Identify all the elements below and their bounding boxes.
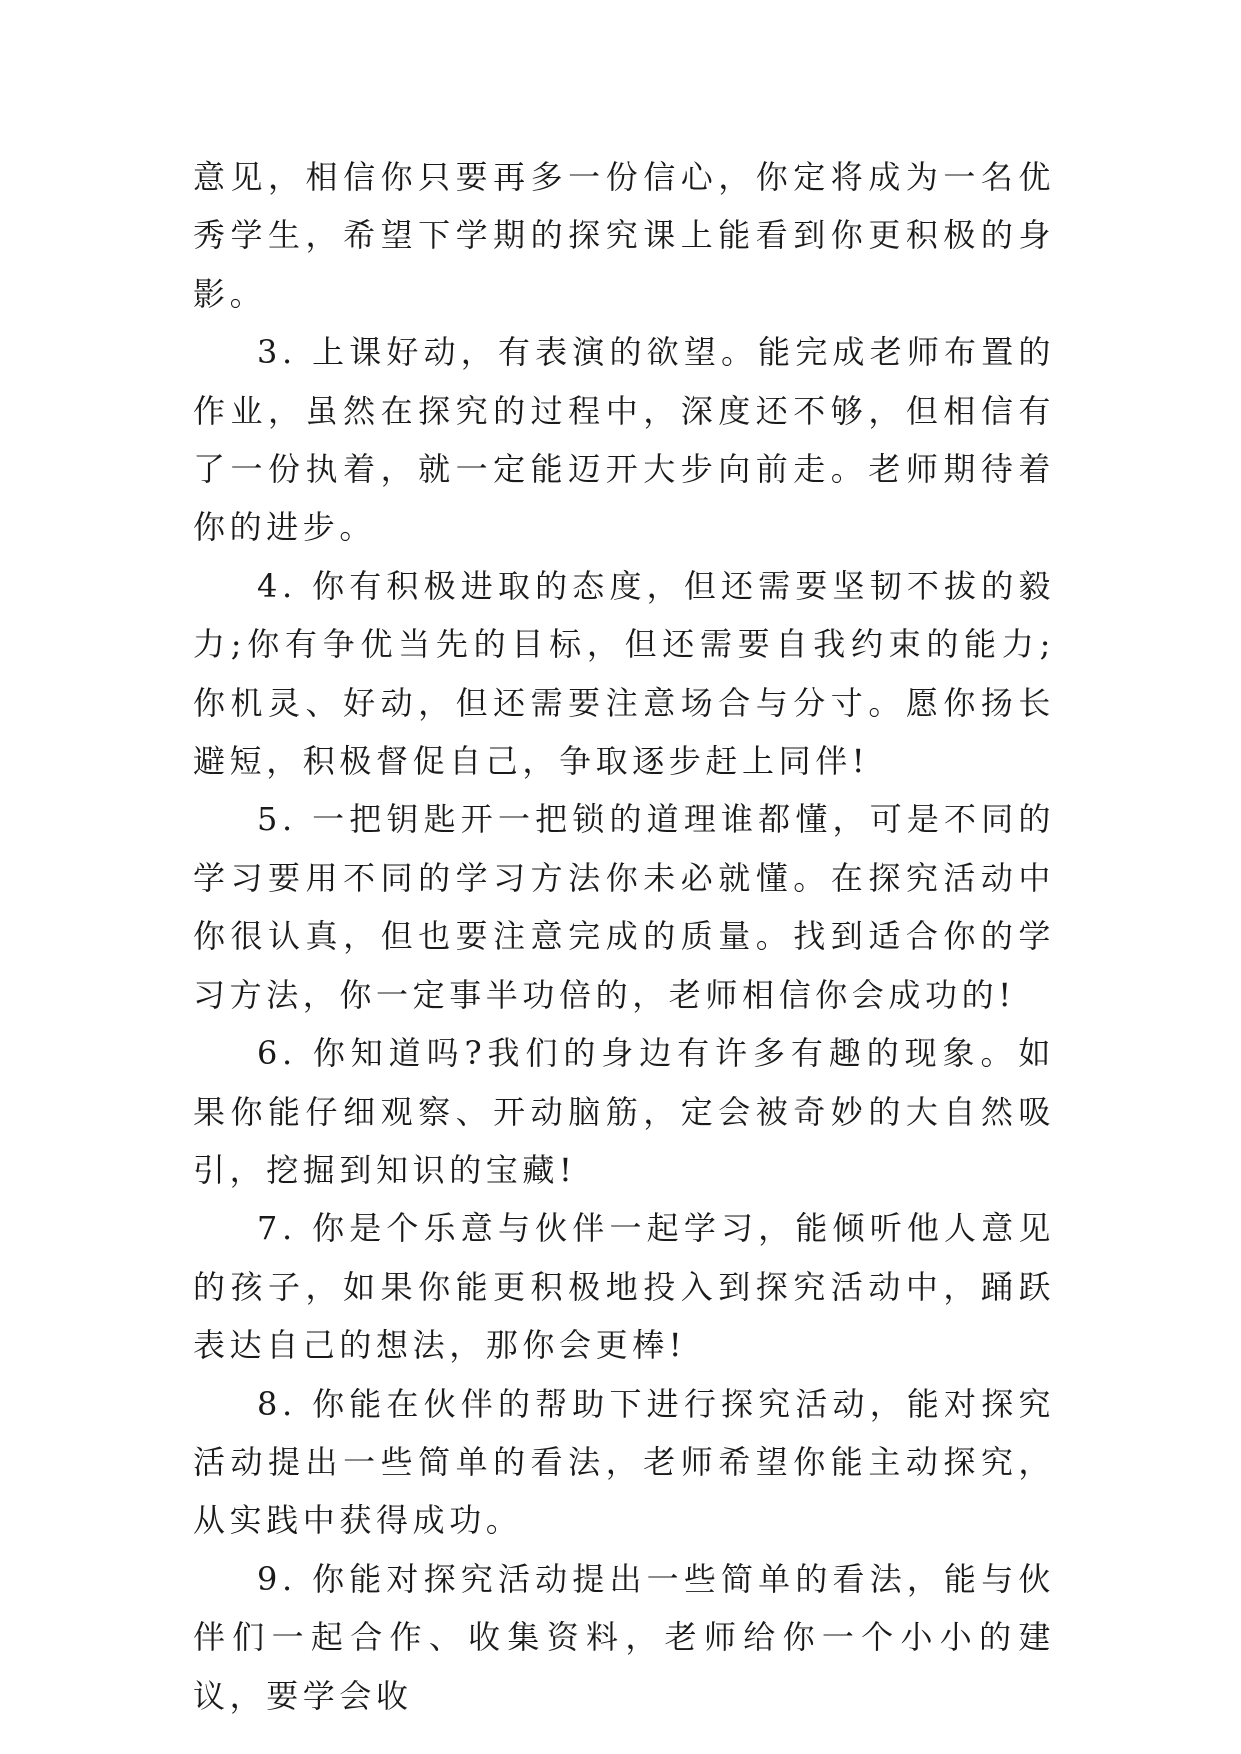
paragraph-item-3: 3. 上课好动，有表演的欲望。能完成老师布置的作业，虽然在探究的过程中，深度还不够，但相信有了一份执着，就一定能迈开大步向前走。老师期待着你的进步。 [193,333,1055,547]
document-body [193,148,1055,1725]
paragraph-item-7: 7. 你是个乐意与伙伴一起学习，能倾听他人意见的孩子，如果你能更积极地投入到探究活动中，踊跃表达自己的想法，那你会更棒! [193,1209,1055,1365]
paragraph-item-9: 9. 你能对探究活动提出一些简单的看法，能与伙伴们一起合作、收集资料，老师给你一个小小的建议，要学会收 [193,1559,1055,1715]
paragraph-item-6: 6. 你知道吗?我们的身边有许多有趣的现象。如果你能仔细观察、开动脑筋，定会被奇妙的大自然吸引，挖掘到知识的宝藏! [193,1034,1055,1189]
paragraph-continuation: 意见，相信你只要再多一份信心，你定将成为一名优秀学生，希望下学期的探究课上能看到你更积极的身影。 [193,158,1055,313]
paragraph-item-8: 8. 你能在伙伴的帮助下进行探究活动，能对探究活动提出一些简单的看法，老师希望你能主动探究，从实践中获得成功。 [193,1384,1055,1540]
paragraph-item-4: 4. 你有积极进取的态度，但还需要坚韧不拔的毅力;你有争优当先的目标，但还需要自我约束的能力;你机灵、好动，但还需要注意场合与分寸。愿你扬长避短，积极督促自己，争取逐步赶上同伴! [193,566,1055,781]
paragraph-item-5: 5. 一把钥匙开一把锁的道理谁都懂，可是不同的学习要用不同的学习方法你未必就懂。在探究活动中你很认真，但也要注意完成的质量。找到适合你的学习方法，你一定事半功倍的，老师相信你会成功的! [193,800,1055,1014]
